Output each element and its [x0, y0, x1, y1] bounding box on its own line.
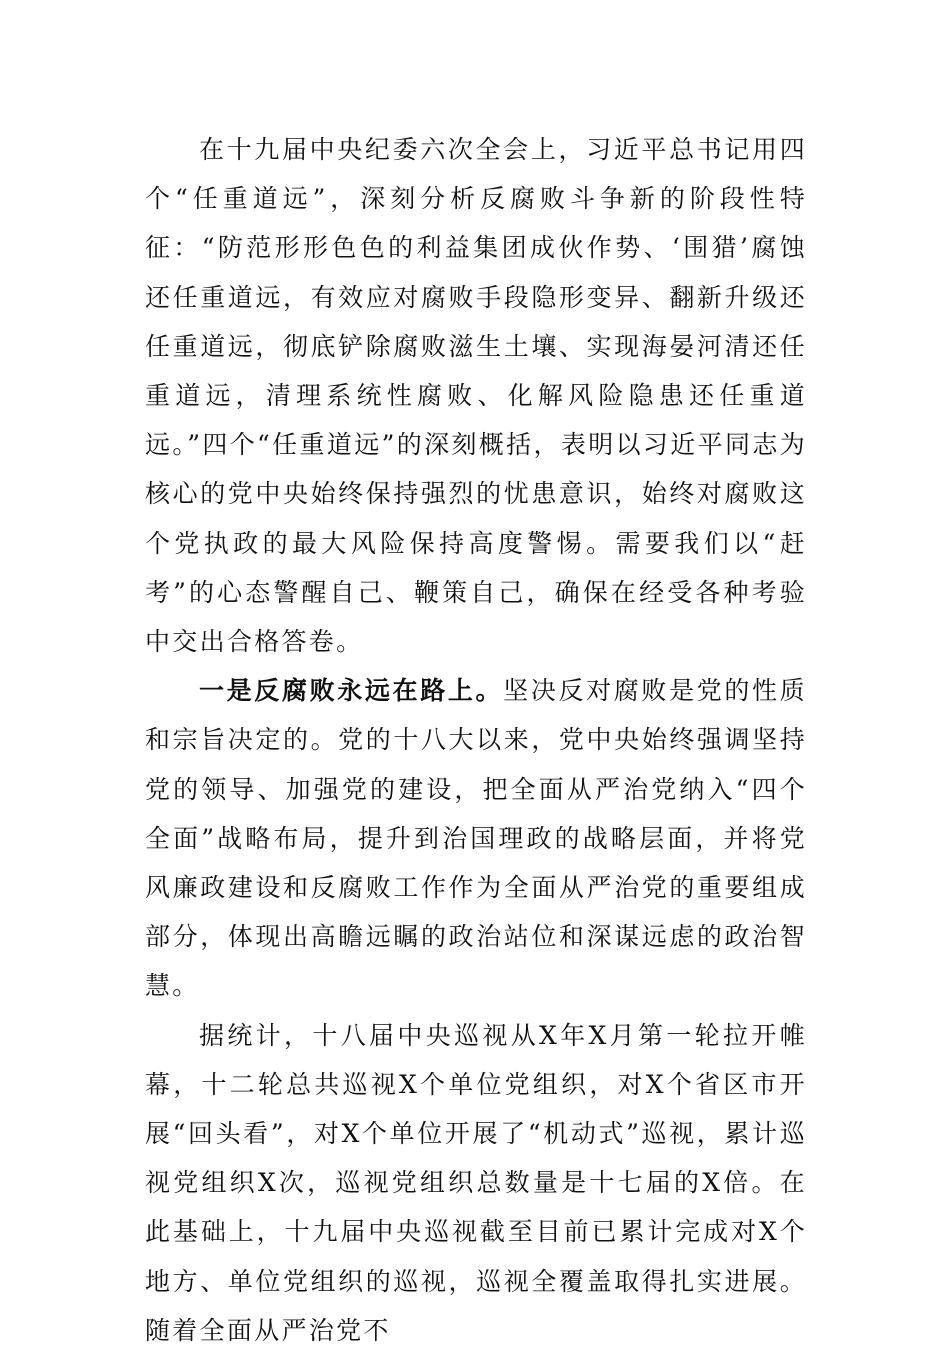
paragraph-1	[145, 125, 807, 666]
paragraph-2-heading: 一是反腐败永远在路上。	[199, 676, 504, 706]
paragraph-1-text: 在十九届中央纪委六次全会上，习近平总书记用四个“任重道远”，深刻分析反腐败斗争新的阶段性特征：“防范形形色色的利益集团成伙作势、‘围猎’腐蚀还任重道远，有效应对腐败手段隐形变异、翻新升级还任重道远，彻底铲除腐败滋生土壤、实现海晏河清还任重道远，清理系统性腐败、化解风险隐患还任重道远。”四个“任重道远”的深刻概括，表明以习近平同志为核心的党中央始终保持强烈的忧患意识，始终对腐败这个党执政的最大风险保持高度警惕。需要我们以“赶考”的心态警醒自己、鞭策自己，确保在经受各种考验中交出合格答卷。	[145, 135, 807, 657]
paragraph-2	[145, 666, 807, 1010]
paragraph-3-text: 据统计，十八届中央巡视从X年X月第一轮拉开帷幕，十二轮总共巡视X个单位党组织，对X个省区市开展“回头看”，对X个单位开展了“机动式”巡视，累计巡视党组织X次，巡视党组织总数量是十七届的X倍。在此基础上，十九届中央巡视截至目前已累计完成对X个地方、单位党组织的巡视，巡视全覆盖取得扎实进展。随着全面从严治党不	[145, 1020, 807, 1345]
document-body	[145, 125, 807, 1355]
paragraph-3	[145, 1011, 807, 1355]
paragraph-2-text: 坚决反对腐败是党的性质和宗旨决定的。党的十八大以来，党中央始终强调坚持党的领导、加强党的建设，把全面从严治党纳入“四个全面”战略布局，提升到治国理政的战略层面，并将党风廉政建设和反腐败工作作为全面从严治党的重要组成部分，体现出高瞻远瞩的政治站位和深谋远虑的政治智慧。	[145, 676, 807, 1001]
